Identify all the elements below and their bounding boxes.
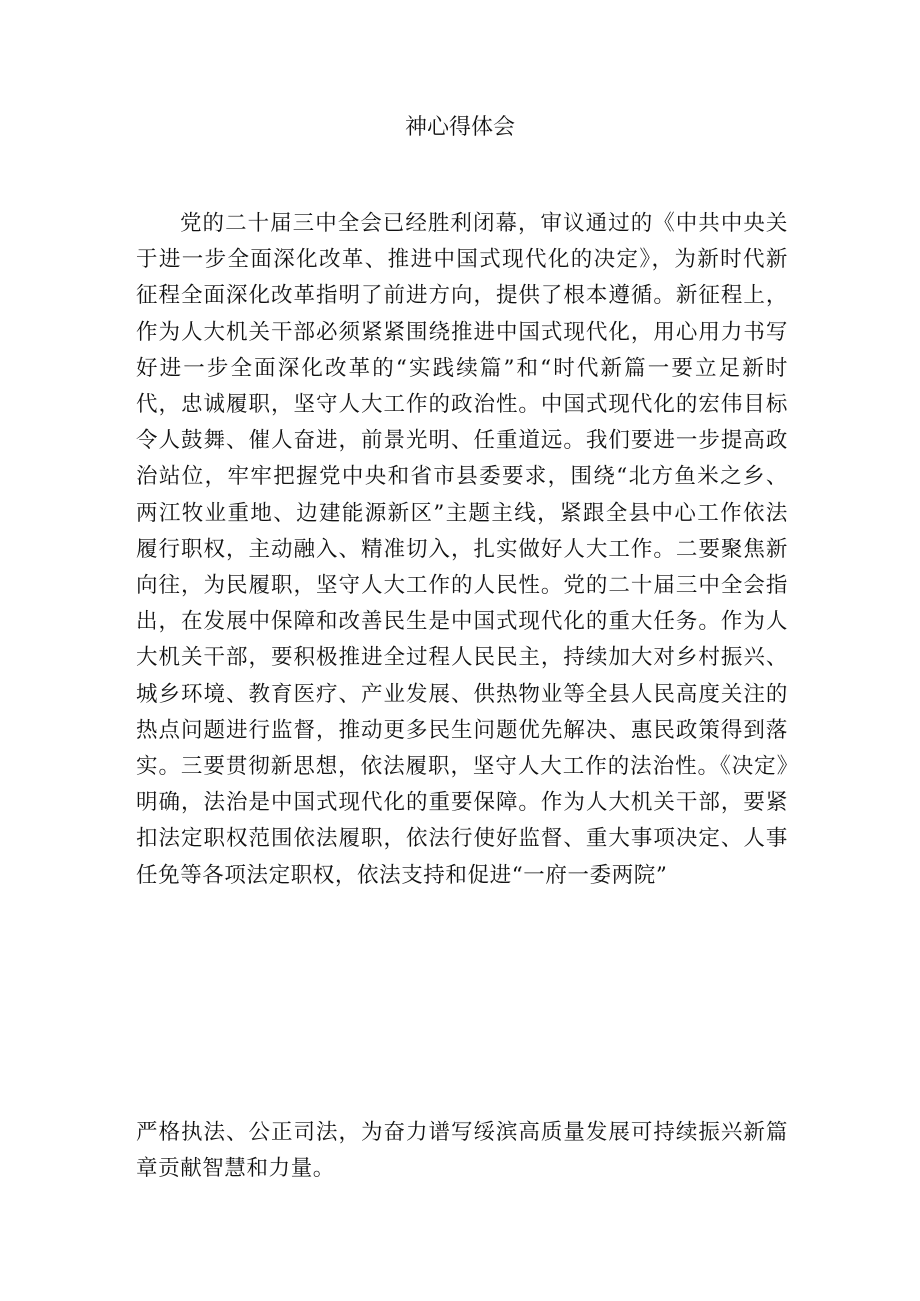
body-paragraph-1: 党的二十届三中全会已经胜利闭幕，审议通过的《中共中央关于进一步全面深化改革、推进中国式现代化的决定》，为新时代新征程全面深化改革指明了前进方向，提供了根本遵循。新征程上，作为人大机关干部必须紧紧围绕推进中国式现代化，用心用力书写好进一步全面深化改革的“实践续篇”和“时代新篇一要立足新时代，忠诚履职，坚守人大工作的政治性。中国式现代化的宏伟目标令人鼓舞、催人奋进，前景光明、任重道远。我们要进一步提高政治站位，牢牢把握党中央和省市县委要求，围绕“北方鱼米之乡、两江牧业重地、边建能源新区”主题主线，紧跟全县中心工作依法履行职权，主动融入、精准切入，扎实做好人大工作。二要聚焦新向往，为民履职，坚守人大工作的人民性。党的二十届三中全会指出，在发展中保障和改善民生是中国式现代化的重大任务。作为人大机关干部，要积极推进全过程人民民主，持续加大对乡村振兴、城乡环境、教育医疗、产业发展、供热物业等全县人民高度关注的热点问题进行监督，推动更多民生问题优先解决、惠民政策得到落实。三要贯彻新思想，依法履职，坚守人大工作的法治性。《决定》明确，法治是中国式现代化的重要保障。作为人大机关干部，要紧扣法定职权范围依法履职，依法行使好监督、重大事项决定、人事任免等各项法定职权，依法支持和促进“一府一委两院” [136, 211, 788, 888]
body-paragraph-2: 严格执法、公正司法，为奋力谱写绥滨高质量发展可持续振兴新篇章贡献智慧和力量。 [136, 1120, 788, 1182]
document-title: 神心得体会 [404, 115, 515, 140]
